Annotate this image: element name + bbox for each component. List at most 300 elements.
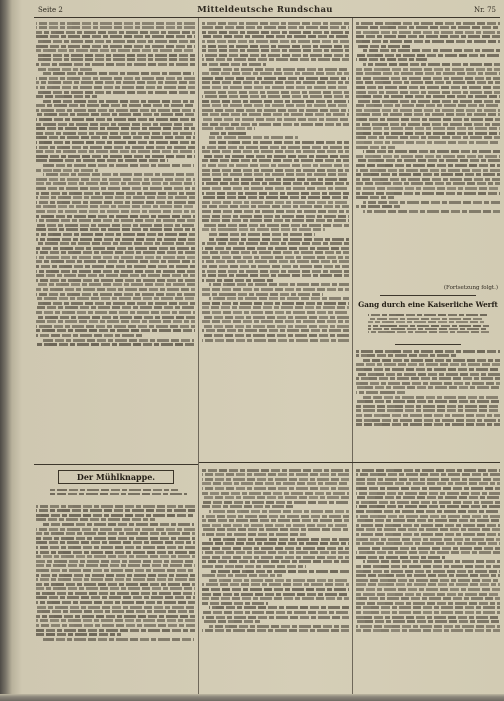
print-line	[202, 150, 349, 153]
print-line	[356, 629, 500, 632]
print-line	[36, 201, 195, 204]
print-line	[202, 260, 349, 263]
print-line	[356, 77, 500, 80]
print-line	[36, 141, 195, 144]
print-line	[36, 178, 195, 181]
print-line	[202, 487, 349, 490]
print-line	[356, 524, 500, 527]
section-rule	[199, 462, 500, 463]
print-line	[209, 538, 349, 541]
print-line	[36, 325, 195, 328]
print-line	[202, 339, 349, 342]
print-line	[36, 560, 195, 563]
print-line	[202, 205, 349, 208]
print-line	[356, 579, 500, 582]
print-line	[202, 469, 349, 472]
column-1-lower-text	[36, 503, 195, 693]
print-line	[356, 187, 500, 190]
print-line	[202, 251, 349, 254]
print-line	[36, 569, 195, 572]
print-line	[36, 104, 195, 107]
print-line	[368, 318, 482, 320]
print-line	[356, 113, 500, 116]
print-line	[209, 579, 349, 582]
print-line	[356, 505, 500, 508]
print-line	[36, 274, 195, 277]
print-line	[356, 593, 500, 596]
print-line	[202, 325, 349, 328]
print-line	[356, 40, 500, 43]
page-edge	[0, 694, 504, 701]
print-line	[356, 91, 500, 94]
print-line	[202, 329, 349, 332]
print-line	[368, 314, 487, 316]
print-line	[36, 587, 195, 590]
print-line	[202, 583, 349, 586]
print-line	[36, 58, 195, 61]
print-line	[36, 334, 142, 337]
print-line	[363, 396, 500, 399]
print-line	[36, 155, 195, 158]
print-line	[36, 68, 92, 71]
print-line	[202, 178, 349, 181]
print-line	[36, 256, 195, 259]
print-line	[356, 169, 500, 172]
print-line	[36, 551, 195, 554]
print-line	[36, 320, 195, 323]
print-line	[36, 187, 195, 190]
print-line	[356, 173, 500, 176]
print-line	[356, 602, 500, 605]
print-line	[356, 496, 500, 499]
print-line	[356, 109, 500, 112]
print-line	[356, 141, 500, 144]
print-line	[202, 528, 349, 531]
print-line	[36, 574, 195, 577]
column-2-upper-text	[202, 20, 349, 460]
print-line	[202, 224, 349, 227]
print-line	[202, 242, 349, 245]
page-number: Seite 2	[38, 6, 63, 14]
print-line	[202, 22, 349, 25]
print-line	[202, 49, 349, 52]
print-line	[356, 565, 500, 568]
print-line	[36, 288, 195, 291]
print-line	[202, 104, 349, 107]
print-line	[202, 270, 349, 273]
print-line	[202, 77, 349, 80]
print-line	[202, 40, 349, 43]
print-line	[202, 54, 349, 57]
print-line	[36, 224, 195, 227]
print-line	[36, 77, 195, 80]
print-line	[202, 196, 349, 199]
column-divider	[198, 18, 199, 695]
print-line	[36, 45, 195, 48]
print-line	[368, 331, 489, 333]
print-line	[356, 391, 405, 394]
column-divider	[352, 18, 353, 695]
print-line	[356, 492, 500, 495]
print-line	[202, 556, 349, 559]
header-rule	[34, 17, 500, 18]
print-line	[209, 233, 315, 236]
print-line	[36, 302, 195, 305]
print-line	[356, 542, 500, 545]
print-line	[202, 219, 349, 222]
print-line	[356, 405, 500, 408]
feuilleton-subtitle	[42, 488, 192, 500]
print-line	[36, 123, 195, 126]
print-line	[36, 159, 168, 162]
column-3-upper-text	[356, 20, 500, 284]
print-line	[202, 302, 349, 305]
print-line	[209, 238, 349, 241]
print-line	[202, 81, 349, 84]
print-line	[356, 515, 500, 518]
print-line	[202, 173, 349, 176]
print-line	[202, 515, 349, 518]
print-line	[356, 192, 500, 195]
print-line	[356, 501, 500, 504]
print-line	[356, 510, 500, 513]
print-line	[209, 606, 349, 609]
section-rule	[34, 464, 198, 465]
print-line	[36, 205, 195, 208]
print-line	[356, 118, 500, 121]
print-line	[202, 109, 349, 112]
print-line	[202, 86, 349, 89]
print-line	[36, 283, 195, 286]
column-1-upper-text	[36, 20, 195, 463]
print-line	[36, 40, 195, 43]
print-line	[356, 419, 500, 422]
print-line	[202, 169, 349, 172]
print-line	[202, 228, 325, 231]
print-line	[356, 354, 456, 357]
print-line	[202, 155, 349, 158]
print-line	[356, 386, 500, 389]
print-line	[356, 556, 445, 559]
print-line	[36, 210, 195, 213]
print-line	[202, 215, 349, 218]
print-line	[202, 533, 306, 536]
print-line	[209, 510, 349, 513]
print-line	[36, 238, 195, 241]
print-line	[356, 368, 500, 371]
print-line	[36, 22, 195, 25]
print-line	[356, 26, 500, 29]
print-line	[36, 242, 195, 245]
print-line	[43, 173, 194, 176]
print-line	[356, 478, 500, 481]
print-line	[202, 113, 349, 116]
print-line	[50, 489, 178, 491]
print-line	[36, 546, 195, 549]
print-line	[36, 49, 195, 52]
print-line	[202, 306, 349, 309]
print-line	[356, 86, 500, 89]
print-line	[43, 638, 194, 641]
print-line	[36, 247, 195, 250]
print-line	[356, 533, 500, 536]
print-line	[356, 35, 500, 38]
newspaper-title: Mitteldeutsche Rundschau	[197, 5, 333, 15]
print-line	[356, 182, 500, 185]
print-line	[43, 339, 194, 342]
print-line	[36, 35, 195, 38]
print-line	[202, 320, 349, 323]
print-line	[356, 104, 500, 107]
print-line	[356, 597, 500, 600]
print-line	[356, 350, 500, 353]
print-line	[202, 45, 349, 48]
print-line	[356, 31, 500, 34]
print-line	[356, 469, 500, 472]
print-line	[36, 633, 121, 636]
print-line	[356, 625, 500, 628]
print-line	[36, 146, 195, 149]
print-line	[368, 321, 484, 323]
print-line	[202, 519, 349, 522]
print-line	[202, 478, 349, 481]
print-line	[356, 100, 500, 103]
print-line	[43, 523, 194, 526]
print-line	[356, 606, 500, 609]
print-line	[36, 329, 195, 332]
print-line	[36, 297, 195, 300]
print-line	[209, 141, 349, 144]
werft-article-subtitle	[360, 313, 496, 342]
print-line	[202, 118, 349, 121]
print-line	[209, 283, 349, 286]
print-line	[36, 537, 195, 540]
print-line	[202, 274, 349, 277]
print-line	[36, 532, 195, 535]
print-line	[356, 519, 500, 522]
print-line	[36, 270, 195, 273]
print-line	[202, 288, 349, 291]
print-line	[36, 265, 195, 268]
print-line	[202, 560, 349, 563]
print-line	[202, 482, 349, 485]
print-line	[202, 35, 349, 38]
print-line	[202, 192, 349, 195]
print-line	[356, 583, 500, 586]
print-line	[36, 81, 195, 84]
print-line	[202, 574, 282, 577]
print-line	[202, 146, 349, 149]
print-line	[202, 159, 349, 162]
print-line	[36, 601, 195, 604]
print-line	[356, 382, 500, 385]
print-line	[356, 528, 500, 531]
print-line	[202, 565, 306, 568]
print-line	[36, 311, 195, 314]
print-line	[36, 610, 195, 613]
print-line	[36, 316, 195, 319]
print-line	[202, 620, 260, 623]
print-line	[356, 588, 500, 591]
print-line	[356, 81, 500, 84]
print-line	[36, 251, 195, 254]
print-line	[202, 91, 349, 94]
print-line	[356, 58, 427, 61]
print-line	[209, 68, 349, 71]
print-line	[202, 95, 349, 98]
print-line	[356, 473, 500, 476]
print-line	[36, 91, 195, 94]
print-line	[36, 63, 195, 66]
print-line	[368, 325, 489, 327]
column-3-middle-text	[356, 348, 500, 459]
print-line	[36, 596, 195, 599]
print-line	[202, 334, 349, 337]
print-line	[36, 182, 195, 185]
print-line	[209, 570, 349, 573]
print-line	[36, 528, 195, 531]
print-line	[36, 127, 195, 130]
print-line	[363, 210, 500, 213]
print-line	[43, 100, 194, 103]
print-line	[202, 316, 349, 319]
print-line	[202, 547, 349, 550]
print-line	[36, 606, 195, 609]
print-line	[356, 611, 500, 614]
print-line	[356, 178, 500, 181]
print-line	[356, 620, 500, 623]
print-line	[36, 505, 195, 508]
print-line	[356, 482, 500, 485]
print-line	[36, 555, 195, 558]
print-line	[36, 109, 195, 112]
print-line	[202, 492, 349, 495]
print-line	[36, 150, 195, 153]
print-line	[202, 505, 293, 508]
print-line	[356, 616, 500, 619]
print-line	[356, 72, 500, 75]
print-line	[43, 72, 194, 75]
print-line	[209, 625, 349, 628]
print-line	[36, 26, 195, 29]
print-line	[36, 113, 195, 116]
print-line	[209, 297, 349, 300]
print-line	[36, 293, 195, 296]
print-line	[36, 132, 195, 135]
print-line	[36, 592, 195, 595]
print-line	[202, 611, 349, 614]
print-line	[356, 45, 410, 48]
print-line	[356, 423, 500, 426]
print-line	[356, 68, 500, 71]
print-line	[202, 187, 349, 190]
print-line	[202, 100, 349, 103]
print-line	[356, 373, 500, 376]
print-line	[202, 31, 349, 34]
print-line	[356, 570, 500, 573]
print-line	[36, 564, 195, 567]
print-line	[202, 127, 255, 130]
print-line	[363, 150, 500, 153]
print-line	[202, 542, 349, 545]
column-2-lower-text	[202, 467, 349, 693]
print-line	[202, 616, 349, 619]
print-line	[36, 518, 155, 521]
print-line	[356, 164, 500, 167]
print-line	[356, 146, 395, 149]
print-line	[202, 72, 349, 75]
print-line	[36, 578, 195, 581]
print-line	[202, 26, 349, 29]
print-line	[363, 560, 500, 563]
print-line	[356, 547, 500, 550]
print-line	[36, 279, 195, 282]
print-line	[356, 127, 500, 130]
print-line	[36, 615, 195, 618]
print-line	[202, 201, 349, 204]
print-line	[202, 551, 349, 554]
print-line	[36, 136, 195, 139]
print-line	[356, 487, 500, 490]
column-3-lower-text	[356, 467, 500, 693]
print-line	[36, 583, 195, 586]
print-line	[356, 551, 500, 554]
print-line	[36, 509, 195, 512]
print-line	[202, 473, 349, 476]
print-line	[36, 629, 195, 632]
print-line	[36, 541, 195, 544]
print-line	[356, 54, 500, 57]
print-line	[202, 501, 349, 504]
print-line	[356, 95, 500, 98]
print-line	[356, 22, 500, 25]
print-line	[356, 574, 500, 577]
print-line	[36, 219, 195, 222]
print-line	[36, 95, 97, 98]
print-line	[36, 624, 195, 627]
print-line	[356, 155, 500, 158]
print-line	[202, 279, 273, 282]
print-line	[356, 409, 500, 412]
print-line	[202, 293, 323, 296]
feuilleton-title: Der Mühlknappe.	[58, 470, 174, 484]
print-line	[202, 265, 349, 268]
print-line	[209, 136, 298, 139]
print-line	[202, 593, 349, 596]
print-line	[356, 414, 500, 417]
print-line	[356, 196, 394, 199]
print-line	[202, 164, 349, 167]
print-line	[368, 328, 486, 330]
print-line	[202, 524, 349, 527]
print-line	[43, 164, 194, 167]
print-line	[36, 118, 195, 121]
print-line	[36, 192, 195, 195]
print-line	[202, 247, 349, 250]
print-line	[202, 588, 349, 591]
issue-number: Nr. 75	[473, 6, 496, 14]
print-line	[202, 311, 349, 314]
print-line	[36, 169, 98, 172]
article-separator	[395, 344, 461, 345]
print-line	[36, 54, 195, 57]
print-line	[356, 132, 500, 135]
print-line	[36, 343, 195, 346]
print-line	[356, 123, 500, 126]
print-line	[356, 363, 500, 366]
print-line	[202, 63, 266, 66]
print-line	[202, 597, 349, 600]
